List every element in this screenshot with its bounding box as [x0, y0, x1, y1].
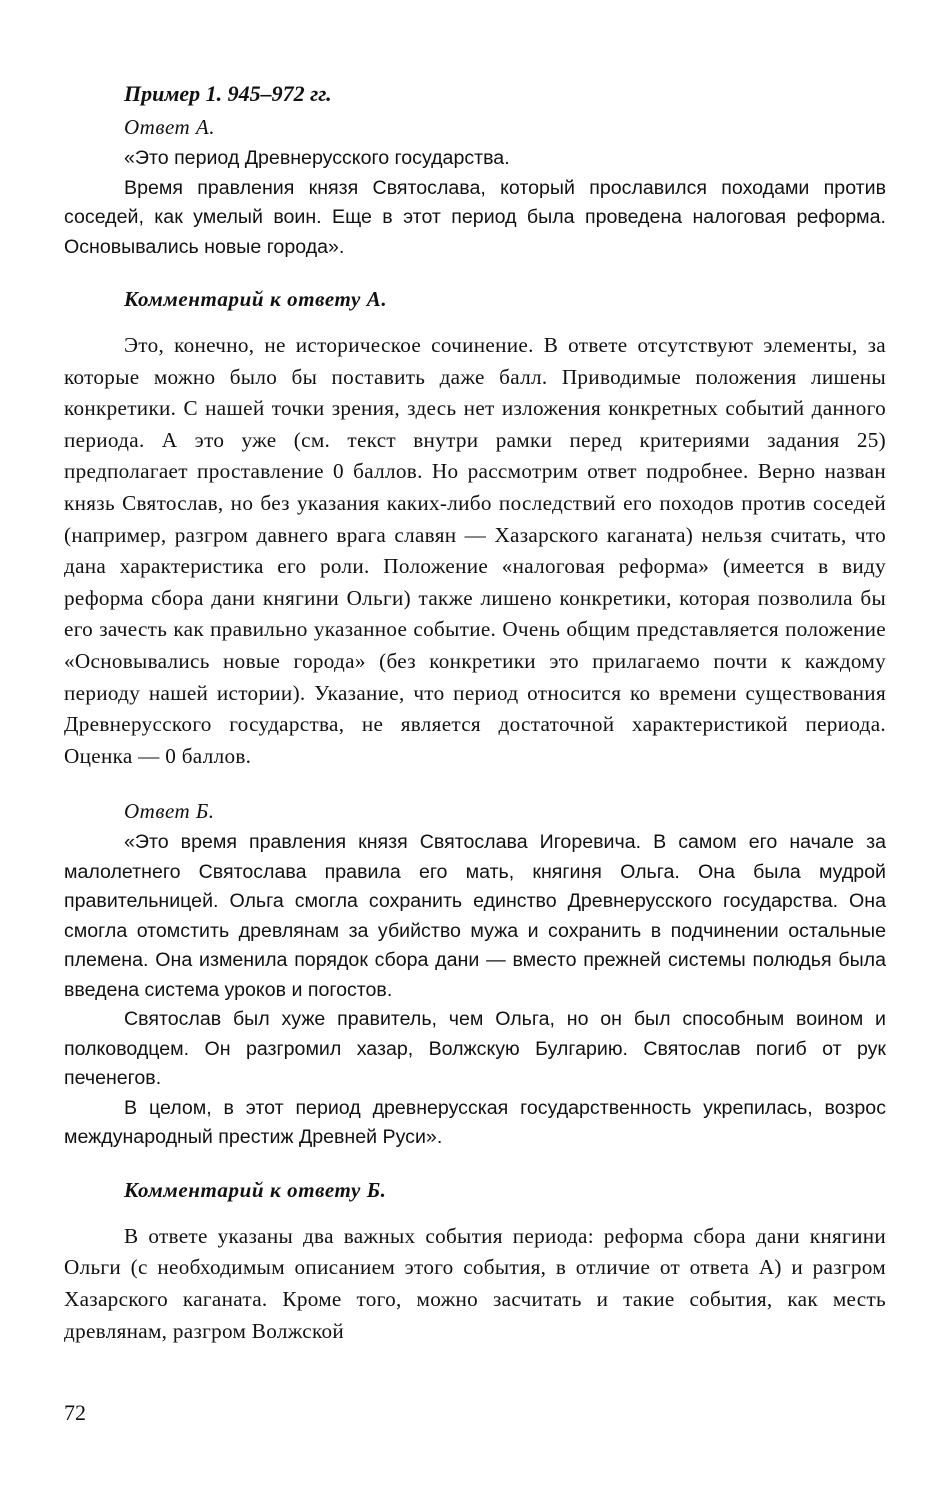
answer-a-label: Ответ А. [124, 115, 215, 139]
page-content [64, 78, 886, 1347]
page-number: 72 [64, 1400, 86, 1425]
comment-b-text: В ответе указаны два важных события периода: реформа сбора дани княгини Ольги (с необходимым описанием этого события, в отличие от ответа А) и разгром Хазарского каганата. Кроме того, можно засчитать и такие события, как месть древлянам, разгром Волжской [64, 1223, 886, 1343]
answer-b-paragraph: Святослав был хуже правитель, чем Ольга, но он был способным воином и полководцем. Он разгромил хазар, Волжскую Булгарию. Святослав погиб от рук печенегов. [64, 1008, 886, 1090]
comment-a-text: Это, конечно, не историческое сочинение. В ответе отсутствуют элементы, за которые можно было бы поставить даже балл. Приводимые положения лишены конкретики. С нашей точки зрения, здесь нет изложения конкретных событий данного периода. А это уже (см. текст внутри рамки перед критериями задания 25) предполагает проставление 0 баллов. Но рассмотрим ответ подробнее. Верно назван князь Святослав, но без указания каких-либо последствий его походов против соседей (например, разгром давнего врага славян — Хазарского каганата) нельзя считать, что дана характеристика его роли. Положение «налоговая реформа» (имеется в виду реформа сбора дани княгини Ольги) также лишено конкретики, которая позволила бы его зачесть как правильно указанное событие. Очень общим представляется положение «Основывались новые города» (без конкретики это прилагаемо почти к каждому периоду нашей истории). Указание, что период относится ко времени существования Древнерусского государства, не является достаточной характеристикой периода. Оценка — 0 баллов. [64, 333, 886, 768]
answer-b-paragraph: В целом, в этот период древнерусская государственность укрепилась, возрос международный престиж Древней Руси». [64, 1096, 886, 1149]
answer-a-paragraph: «Это период Древнерусского государства. [124, 147, 510, 169]
answer-b-paragraph: «Это время правления князя Святослава Игоревича. В самом его начале за малолетнего Святослава правила его мать, княгиня Ольга. Она была мудрой правительницей. Ольга смогла сохранить единство Древнерусского государства. Она смогла отомстить древлянам за убийство мужа и сохранить в подчинении остальные племена. Она изменила порядок сбора дани — вместо прежней системы полюдья была введена система уроков и погостов. [64, 831, 886, 1001]
answer-b-label: Ответ Б. [124, 799, 215, 824]
comment-a-title: Комментарий к ответу А. [124, 287, 388, 311]
example-heading: Пример 1. 945–972 гг. [124, 81, 332, 106]
comment-b-title: Комментарий к ответу Б. [124, 1177, 387, 1202]
answer-a-paragraph: Время правления князя Святослава, который прославился походами против соседей, как умелый воин. Еще в этот период была проведена налоговая реформа. Основывались новые города». [64, 176, 886, 258]
